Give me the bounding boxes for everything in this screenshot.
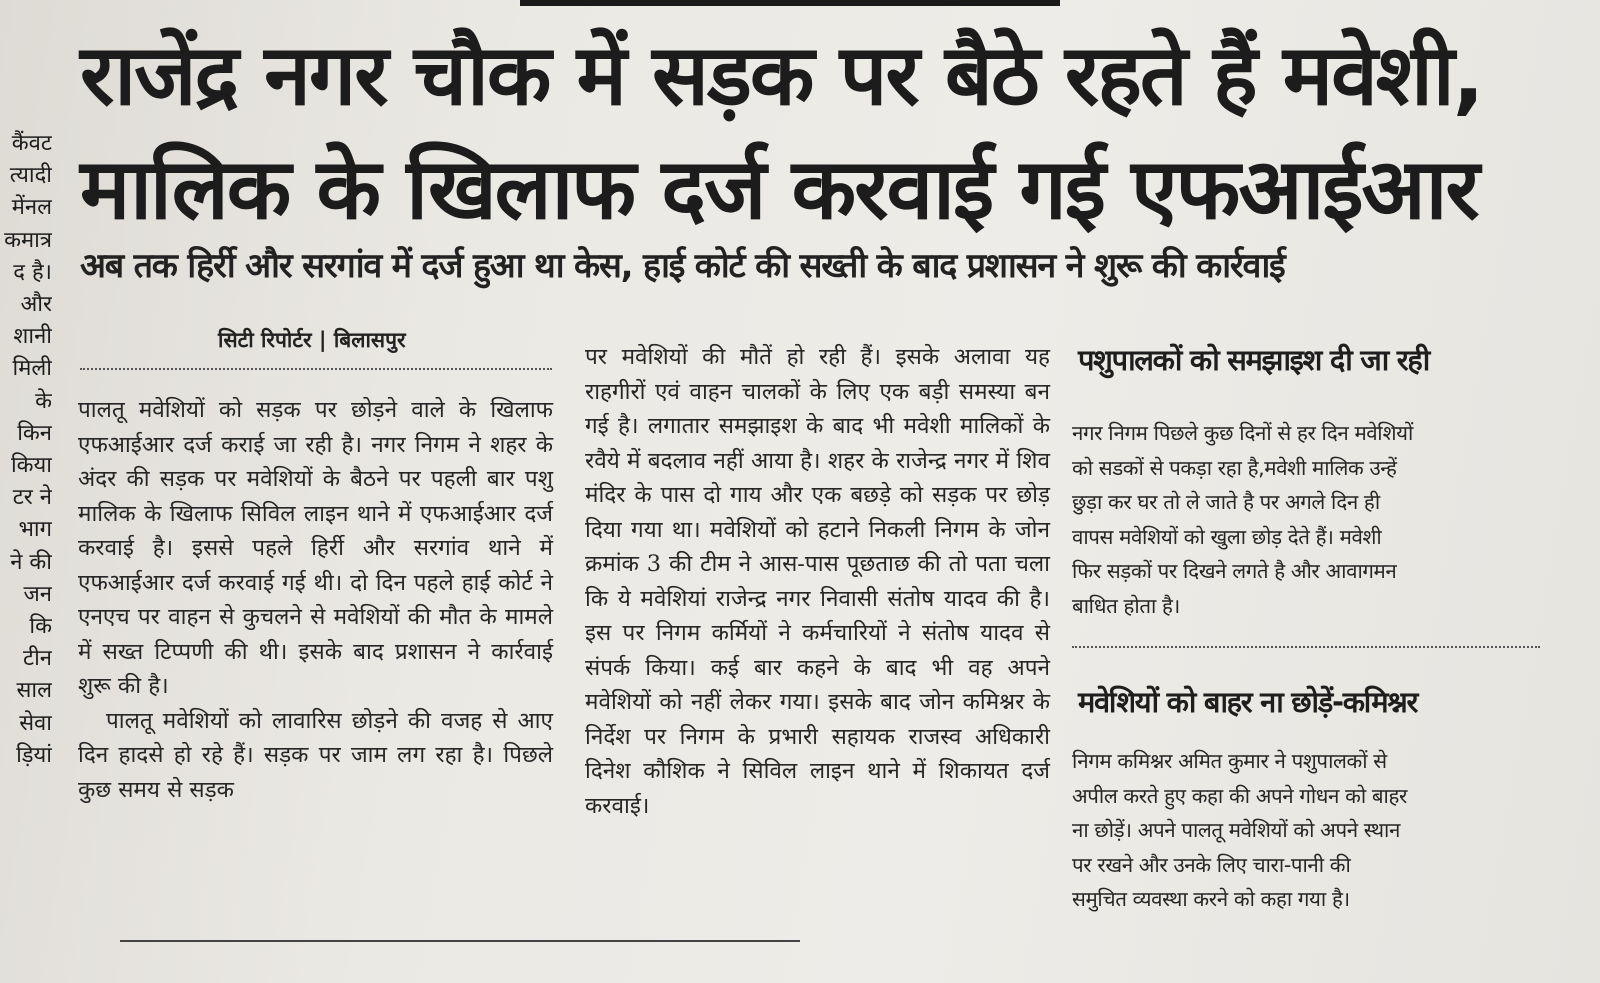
byline: सिटी रिपोर्टर | बिलासपुर: [218, 328, 406, 352]
text-fragment: भाग: [18, 517, 52, 543]
text-line: छुड़ा कर घर तो ले जाते है पर अगले दिन ही: [1072, 490, 1380, 515]
section-heading-1: पशुपालकों को समझाइश दी जा रही: [1078, 343, 1429, 377]
text-line: वापस मवेशियों को खुला छोड़ देते हैं। मवेशी: [1072, 524, 1382, 549]
text-line: निगम कमिश्नर अमित कुमार ने पशुपालकों से: [1072, 749, 1387, 773]
text-line: समुचित व्यवस्था करने को कहा गया है।: [1072, 887, 1350, 912]
text-fragment: किया: [10, 453, 52, 479]
top-rule: [520, 0, 1060, 6]
text-line: अपील करते हुए कहा की अपने गोधन को बाहर: [1072, 783, 1407, 808]
text-fragment: और: [20, 292, 52, 318]
article-column-1: [78, 393, 553, 807]
text-line: ना छोड़ें। अपने पालतू मवेशियों को अपने स्थान: [1072, 818, 1400, 843]
text-fragment: सेवा: [19, 710, 52, 736]
text-line: पर रखने और उनके लिए चारा-पानी की: [1072, 852, 1351, 877]
text-fragment: कि: [29, 614, 52, 640]
section-2-body: [1072, 744, 1522, 917]
text-fragment: टीन: [23, 646, 52, 672]
text-fragment: ने की: [10, 549, 52, 575]
text-line: को सडकों से पकड़ा रहा है,मवेशी मालिक उन्हें: [1072, 455, 1397, 480]
text-fragment: के: [35, 388, 52, 414]
text-fragment: त्यादी: [9, 163, 52, 189]
bottom-rule: [120, 940, 800, 942]
byline-divider: [80, 368, 552, 370]
text-fragment: ड़ियां: [16, 742, 52, 768]
text-fragment: जन: [23, 581, 52, 607]
section-heading-2: मवेशियों को बाहर ना छोड़ें-कमिश्नर: [1078, 685, 1418, 719]
headline-line-1: राजेंद्र नगर चौक में सड़क पर बैठे रहते हैं मवेशी,: [80, 26, 1483, 124]
text-fragment: टर ने: [12, 485, 52, 511]
text-line: नगर निगम पिछले कुछ दिनों से हर दिन मवेशियों: [1072, 421, 1413, 445]
paragraph: पालतू मवेशियों को सड़क पर छोड़ने वाले के खिलाफ एफआईआर दर्ज कराई जा रही है। नगर निगम ने शहर के अंदर की सड़क पर मवेशियों के बैठने पर पहली बार पशु मालिक के खिलाफ सिविल लाइन थाने में एफआईआर दर्ज करवाई है। इससे पहले हिर्री और सरगांव थाने में एफआईआर दर्ज करवाई गई थी। दो दिन पहले हाई कोर्ट ने एनएच पर वाहन से कुचलने से मवेशियों की मौत के मामले में सख्त टिप्पणी की थी। इसके बाद प्रशासन ने कार्रवाई शुरू की है।: [78, 397, 553, 699]
article-column-2: [585, 340, 1050, 823]
paragraph: पालतू मवेशियों को लावारिस छोड़ने की वजह से आए दिन हादसे हो रहे हैं। सड़क पर जाम लग रहा है। पिछले कुछ समय से सड़क: [78, 707, 553, 803]
text-fragment: साल: [16, 678, 52, 704]
text-fragment: किन: [17, 420, 52, 446]
text-fragment: मेंनल: [11, 195, 52, 221]
adjacent-column-fragment: [0, 128, 52, 772]
text-fragment: द है।: [13, 259, 52, 285]
headline: [80, 18, 1590, 246]
text-fragment: मिली: [12, 356, 52, 382]
text-fragment: शानी: [13, 324, 52, 350]
section-1-body: [1072, 416, 1522, 624]
text-fragment: कमात्र: [4, 227, 52, 253]
text-line: बाधित होता है।: [1072, 593, 1180, 618]
headline-line-2: मालिक के खिलाफ दर्ज करवाई गई एफआईआर: [80, 140, 1478, 238]
text-line: फिर सड़कों पर दिखने लगते है और आवागमन: [1072, 559, 1397, 584]
subheadline: अब तक हिर्री और सरगांव में दर्ज हुआ था केस, हाई कोर्ट की सख्ती के बाद प्रशासन ने शुरू की कार्रवाई: [80, 246, 1285, 286]
text-fragment: कैंवट: [11, 131, 52, 156]
paragraph: पर मवेशियों की मौतें हो रही हैं। इसके अलावा यह राहगीरों एवं वाहन चालकों के लिए एक बड़ी समस्या बन गई है। लगातार समझाइश के बाद भी मवेशी मालिकों के रवैये में बदलाव नहीं आया है। शहर के राजेन्द्र नगर में शिव मंदिर के पास दो गाय और एक बछड़े को सड़क पर छोड़ दिया गया था। मवेशियों को हटाने निकली निगम के जोन क्रमांक 3 की टीम ने आस-पास पूछताछ की तो पता चला कि ये मवेशियां राजेन्द्र नगर निवासी संतोष यादव की है। इस पर निगम कर्मियों ने कर्मचारियों ने संतोष यादव से संपर्क किया। कई बार कहने के बाद भी वह अपने मवेशियों को नहीं लेकर गया। इसके बाद जोन कमिश्नर के निर्देश पर निगम के प्रभारी सहायक राजस्व अधिकारी दिनेश कौशिक ने सिविल लाइन थाने में शिकायत दर्ज करवाई।: [585, 344, 1050, 819]
section-divider: [1072, 646, 1540, 648]
